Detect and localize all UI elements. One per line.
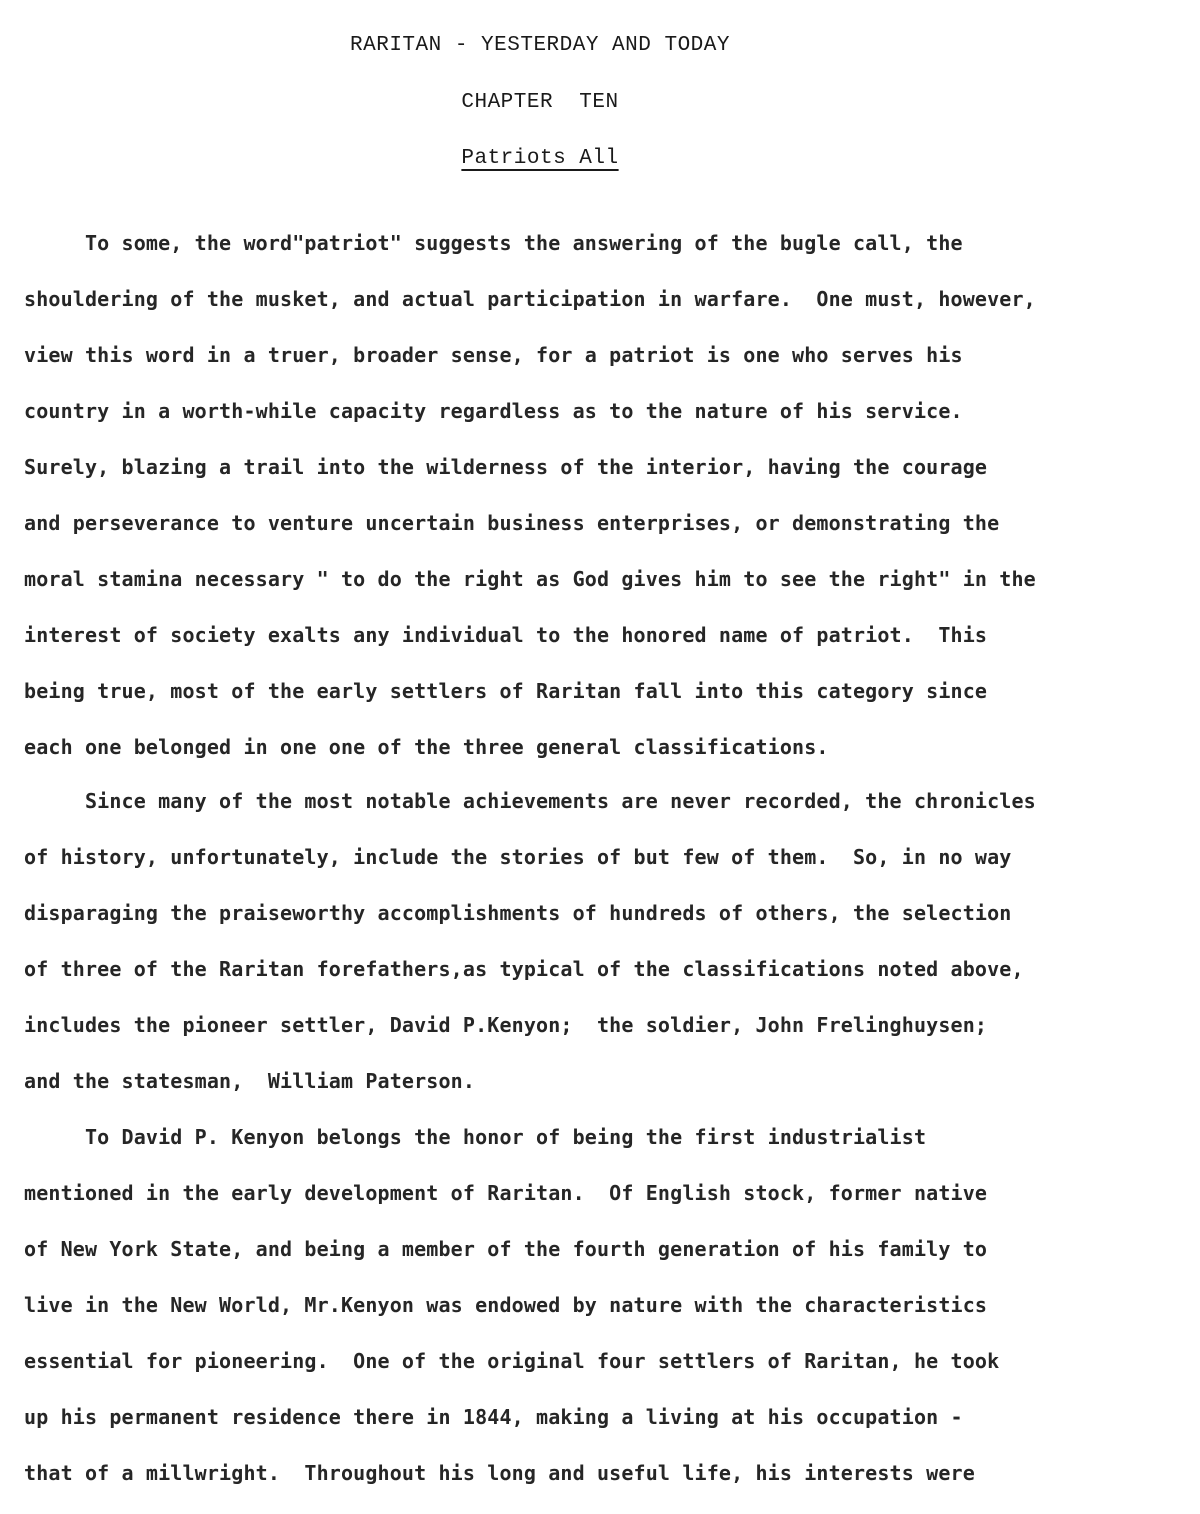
body-line: shouldering of the musket, and actual participation in warfare. One must, however,	[24, 287, 1036, 311]
body-line: of three of the Raritan forefathers,as typical of the classifications noted above,	[24, 957, 1024, 981]
body-line: and the statesman, William Paterson.	[24, 1069, 476, 1093]
body-line: of New York State, and being a member of the fourth generation of his family to	[24, 1237, 988, 1261]
body-line: being true, most of the early settlers of Raritan fall into this category since	[24, 679, 988, 703]
body-line: up his permanent residence there in 1844, making a living at his occupation -	[24, 1405, 963, 1429]
body-line: moral stamina necessary " to do the right as God gives him to see the right" in the	[24, 567, 1036, 591]
body-line: country in a worth-while capacity regardless as to the nature of his service.	[24, 399, 963, 423]
body-line: of history, unfortunately, include the stories of but few of them. So, in no way	[24, 845, 1012, 869]
body-line: each one belonged in one one of the three general classifications.	[24, 735, 829, 759]
body-line: that of a millwright. Throughout his long and useful life, his interests were	[24, 1461, 975, 1485]
document-title: RARITAN - YESTERDAY AND TODAY	[350, 34, 730, 57]
body-line: includes the pioneer settler, David P.Kenyon; the soldier, John Frelinghuysen;	[24, 1013, 988, 1037]
body-line: Surely, blazing a trail into the wilderness of the interior, having the courage	[24, 455, 988, 479]
body-line: view this word in a truer, broader sense, for a patriot is one who serves his	[24, 343, 963, 367]
body-line: To David P. Kenyon belongs the honor of being the first industrialist	[24, 1125, 927, 1149]
body-line: disparaging the praiseworthy accomplishments of hundreds of others, the selection	[24, 901, 1012, 925]
body-line: and perseverance to venture uncertain business enterprises, or demonstrating the	[24, 511, 1000, 535]
body-line: Since many of the most notable achievements are never recorded, the chronicles	[24, 789, 1036, 813]
body-line: live in the New World, Mr.Kenyon was endowed by nature with the characteristics	[24, 1293, 988, 1317]
body-line: To some, the word"patriot" suggests the answering of the bugle call, the	[24, 231, 963, 255]
chapter-heading: CHAPTER TEN	[461, 91, 619, 114]
body-line: essential for pioneering. One of the original four settlers of Raritan, he took	[24, 1349, 1000, 1373]
body-line: mentioned in the early development of Raritan. Of English stock, former native	[24, 1181, 988, 1205]
body-line: interest of society exalts any individual to the honored name of patriot. This	[24, 623, 988, 647]
chapter-subtitle: Patriots All	[461, 147, 619, 170]
